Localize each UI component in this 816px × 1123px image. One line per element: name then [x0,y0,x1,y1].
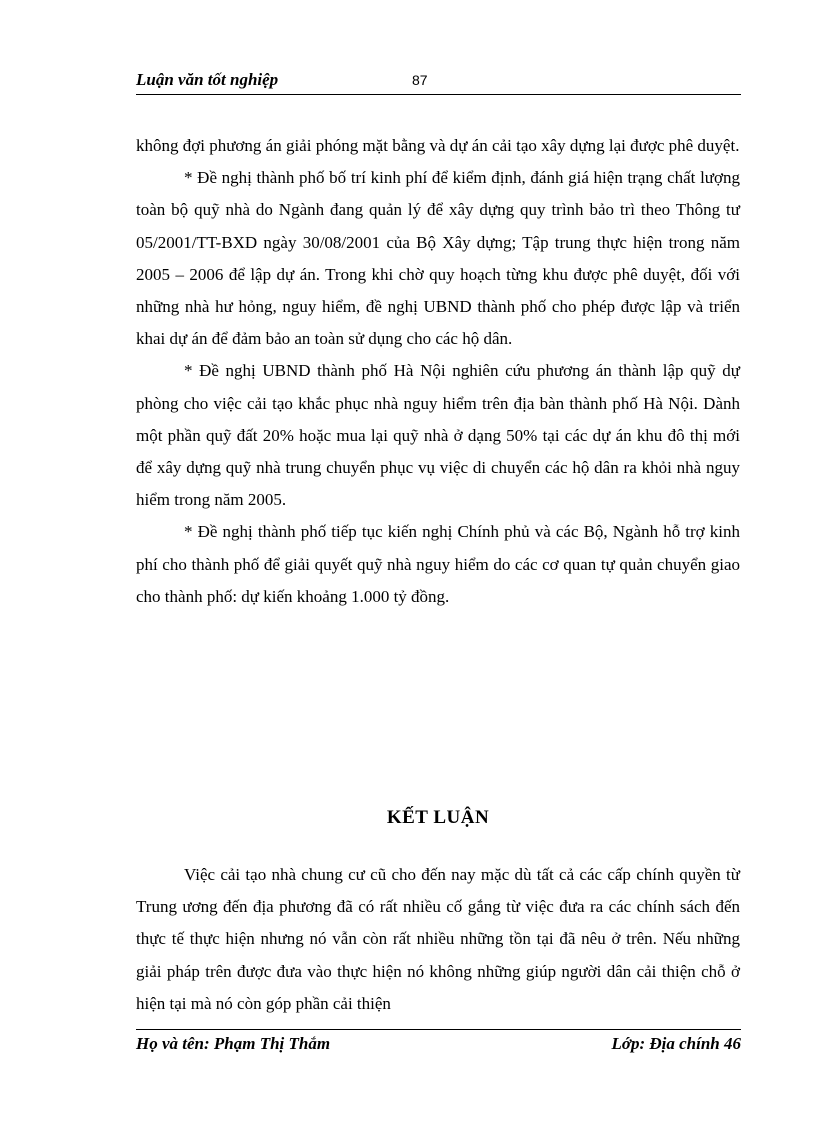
paragraph-proposal-inspection: * Đề nghị thành phố bố trí kinh phí để kiểm định, đánh giá hiện trạng chất lượng toàn bộ quỹ nhà do Ngành đang quản lý để xây dựng quy trình bảo trì theo Thông tư 05/2001/TT-BXD ngày 30/08/2001 của Bộ Xây dựng; Tập trung thực hiện trong năm 2005 – 2006 để lập dự án. Trong khi chờ quy hoạch từng khu được phê duyệt, đối với những nhà hư hỏng, nguy hiểm, đề nghị UBND thành phố cho phép được lập và triển khai dự án để đảm bảo an toàn sử dụng cho các hộ dân. [136,168,740,349]
conclusion-heading: KẾT LUẬN [386,807,490,828]
paragraph-continuation: không đợi phương án giải phóng mặt bằng và dự án cải tạo xây dựng lại được phê duyệt. [136,136,740,155]
footer-class: Lớp: Địa chính 46 [611,1034,741,1053]
page-number: 87 [412,72,428,88]
paragraph-proposal-funding: * Đề nghị thành phố tiếp tục kiến nghị Chính phủ và các Bộ, Ngành hỗ trợ kinh phí cho thành phố để giải quyết quỹ nhà nguy hiểm do các cơ quan tự quản chuyển giao cho thành phố: dự kiến khoảng 1.000 tỷ đồng. [136,522,740,606]
page-header [136,70,741,95]
conclusion-content [136,859,740,1020]
paragraph-proposal-reserve-fund: * Đề nghị UBND thành phố Hà Nội nghiên cứu phương án thành lập quỹ dự phòng cho việc cải tạo khắc phục nhà nguy hiểm trên địa bàn thành phố Hà Nội. Dành một phần quỹ đất 20% hoặc mua lại quỹ nhà ở dạng 50% tại các dự án khu đô thị mới để xây dựng quỹ nhà trung chuyển phục vụ việc di chuyển các hộ dân ra khỏi nhà nguy hiểm trong năm 2005. [136,361,740,510]
footer-author: Họ và tên: Phạm Thị Thắm [136,1034,331,1053]
page-footer [136,1029,741,1060]
header-title: Luận văn tốt nghiệp [136,70,279,89]
main-content [136,130,740,613]
conclusion-paragraph: Việc cải tạo nhà chung cư cũ cho đến nay mặc dù tất cả các cấp chính quyền từ Trung ương đến địa phương đã có rất nhiều cố gắng từ việc đưa ra các chính sách đến thực tế thực hiện nhưng nó vẫn còn rất nhiều những tồn tại đã nêu ở trên. Nếu những giải pháp trên được đưa vào thực hiện nó không những giúp người dân cải thiện chỗ ở hiện tại mà nó còn góp phần cải thiện [136,865,740,1013]
